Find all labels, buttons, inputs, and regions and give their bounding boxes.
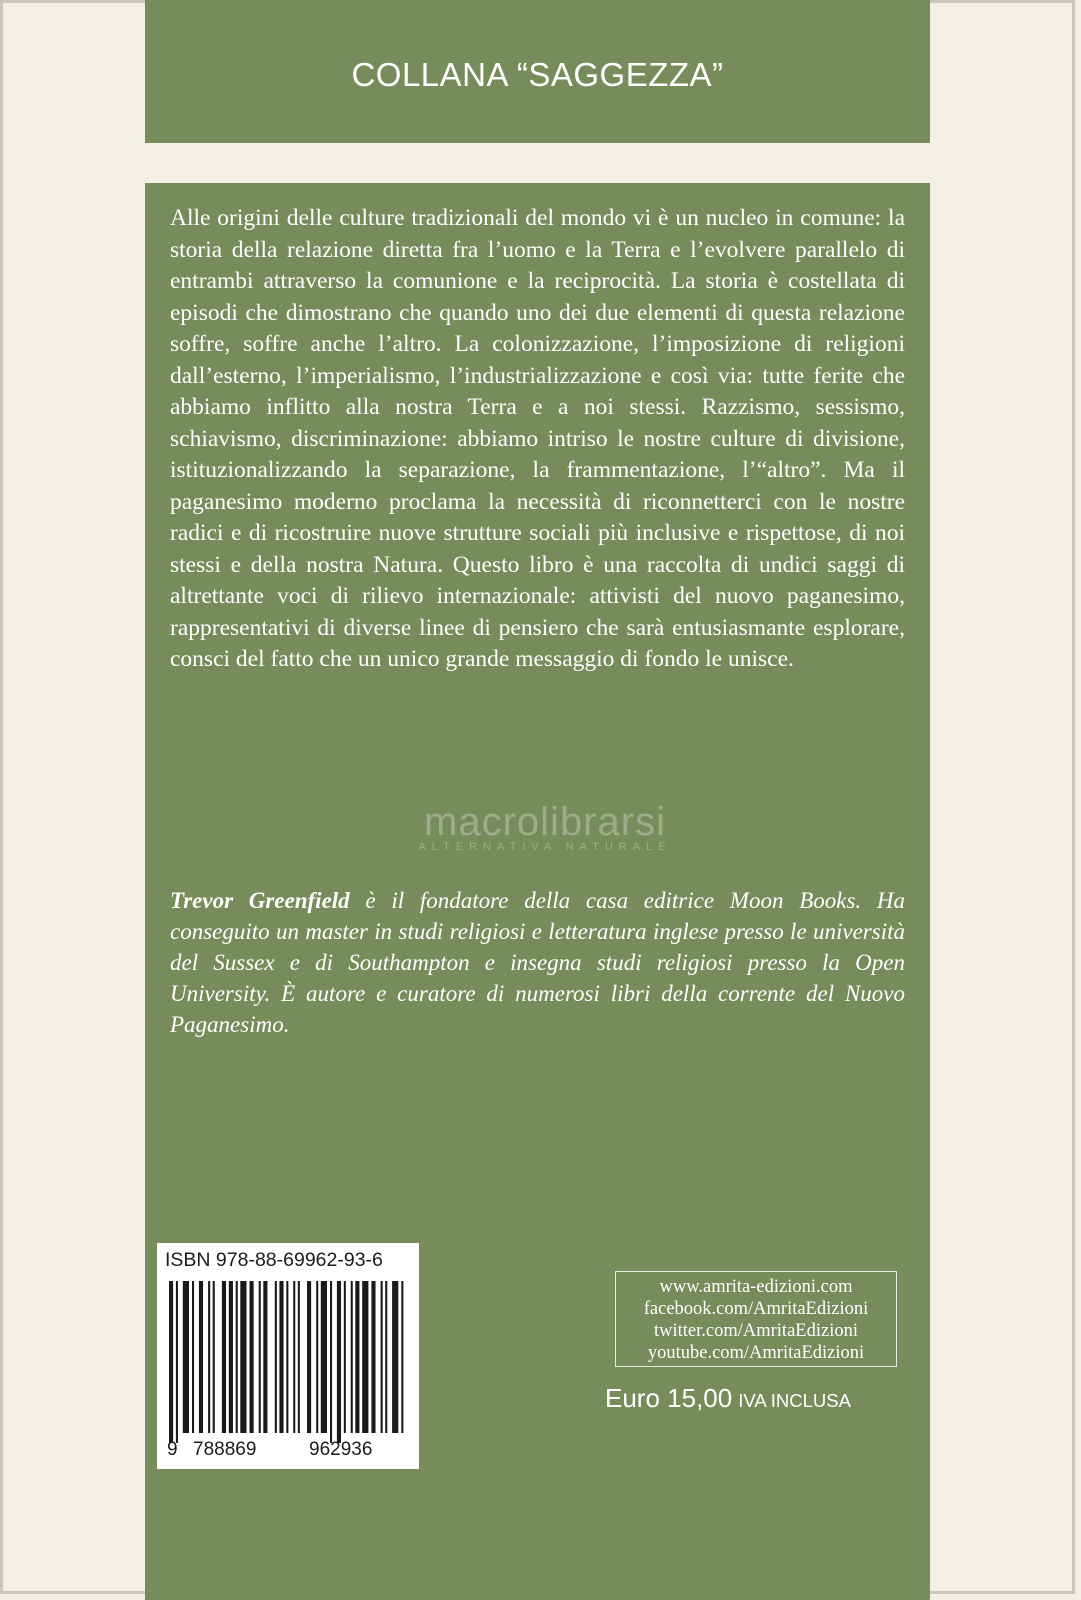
barcode-bar [199, 1281, 203, 1433]
barcode-bar [330, 1281, 332, 1443]
barcode-bar [321, 1281, 327, 1433]
barcode-bar [362, 1281, 368, 1433]
barcode-bar [275, 1281, 277, 1433]
price-amount: Euro 15,00 [605, 1383, 733, 1413]
barcode-bar [344, 1281, 346, 1433]
barcode-bar [192, 1281, 194, 1433]
series-header-band [145, 0, 930, 143]
barcode-bar [286, 1281, 288, 1433]
watermark-logo [335, 800, 755, 853]
barcode-bar [307, 1281, 311, 1433]
barcode-bar [371, 1281, 375, 1433]
series-title: COLLANA “SAGGEZZA” [351, 56, 724, 93]
barcode-bar [169, 1281, 173, 1443]
barcode-bar [401, 1281, 403, 1433]
barcode-digit-group-1: 9 [167, 1439, 178, 1460]
barcode-digit-group-3: 962936 [309, 1439, 373, 1460]
barcode-bar [259, 1281, 261, 1433]
barcode-bar [293, 1281, 295, 1433]
author-bio [170, 885, 905, 1040]
watermark-subtitle: ALTERNATIVA NATURALE [418, 841, 672, 853]
barcode-bar [351, 1281, 353, 1433]
back-cover-panel [145, 183, 930, 1600]
barcode-bar [263, 1281, 267, 1433]
barcode-bar [208, 1281, 210, 1433]
price-tax-note: IVA INCLUSA [738, 1390, 851, 1411]
barcode-bar [381, 1281, 383, 1433]
barcode-bar [250, 1281, 254, 1433]
barcode-bar [229, 1281, 233, 1433]
watermark-logo-text: macrolibrarsi [424, 800, 666, 844]
barcode-bar [385, 1281, 387, 1433]
barcode-bar [355, 1281, 359, 1433]
barcode-bar [240, 1281, 246, 1433]
website-link[interactable]: www.amrita-edizioni.com [659, 1277, 853, 1297]
price-line [605, 1383, 851, 1414]
isbn-text: ISBN 978-88-69962-93-6 [165, 1249, 383, 1271]
author-bio-text: è il fondatore della casa editrice Moon Books. Ha conseguito un master in studi religiosi e letteratura inglese presso le università del Sussex e di Southampton e insegna studi religiosi presso la Open University. È autore e curatore di numerosi libri della corrente del Nuovo Paganesimo. [170, 888, 905, 1037]
barcode-bar [316, 1281, 318, 1433]
barcode-bars [169, 1281, 407, 1443]
barcode-bar [279, 1281, 283, 1433]
author-name: Trevor Greenfield [170, 888, 350, 913]
barcode-bar [222, 1281, 226, 1433]
barcode-digit-group-2: 788869 [193, 1439, 257, 1460]
barcode-bar [298, 1281, 300, 1433]
barcode-bar [236, 1281, 238, 1433]
barcode-box [157, 1243, 419, 1469]
book-description: Alle origini delle culture tradizionali del mondo vi è un nucleo in comune: la storia della relazione diretta fra l’uomo e la Terra e l’evolvere parallelo di entrambi attraverso la comunione e la reciprocità. La storia è costellata di episodi che dimostrano che quando uno dei due elementi di questa relazione soffre, soffre anche l’altro. La colonizzazione, l’imposizione di religioni dall’esterno, l’imperialismo, l’industrializzazione e così via: tutte ferite che abbiamo inflitto alla nostra Terra e a noi stessi. Razzismo, sessismo, schiavismo, discriminazione: abbiamo intriso le nostre culture di divisione, istituzionalizzando la separazione, la frammentazione, l’“altro”. Ma il paganesimo moderno proclama la necessità di riconnetterci con le nostre radici e di ricostruire nuove strutture sociali più inclusive e rispettose, di noi stessi e della nostra Natura. Questo libro è una raccolta di undici saggi di altrettante voci di rilievo internazionale: attivisti del nuovo paganesimo, rappresentativi di diverse linee di pensiero che sarà entusiasmante esplorare, consci del fatto che un unico grande messaggio di fondo le unisce. [170, 205, 905, 672]
barcode-bar [392, 1281, 398, 1433]
twitter-link[interactable]: twitter.com/AmritaEdizioni [654, 1321, 858, 1341]
barcode-bar [176, 1281, 178, 1443]
barcode-bar [337, 1281, 341, 1443]
youtube-link[interactable]: youtube.com/AmritaEdizioni [647, 1343, 865, 1363]
publisher-links-box [615, 1271, 897, 1367]
barcode-bar [213, 1281, 215, 1433]
barcode-bar [183, 1281, 189, 1433]
facebook-link[interactable]: facebook.com/AmritaEdizioni [643, 1299, 869, 1319]
